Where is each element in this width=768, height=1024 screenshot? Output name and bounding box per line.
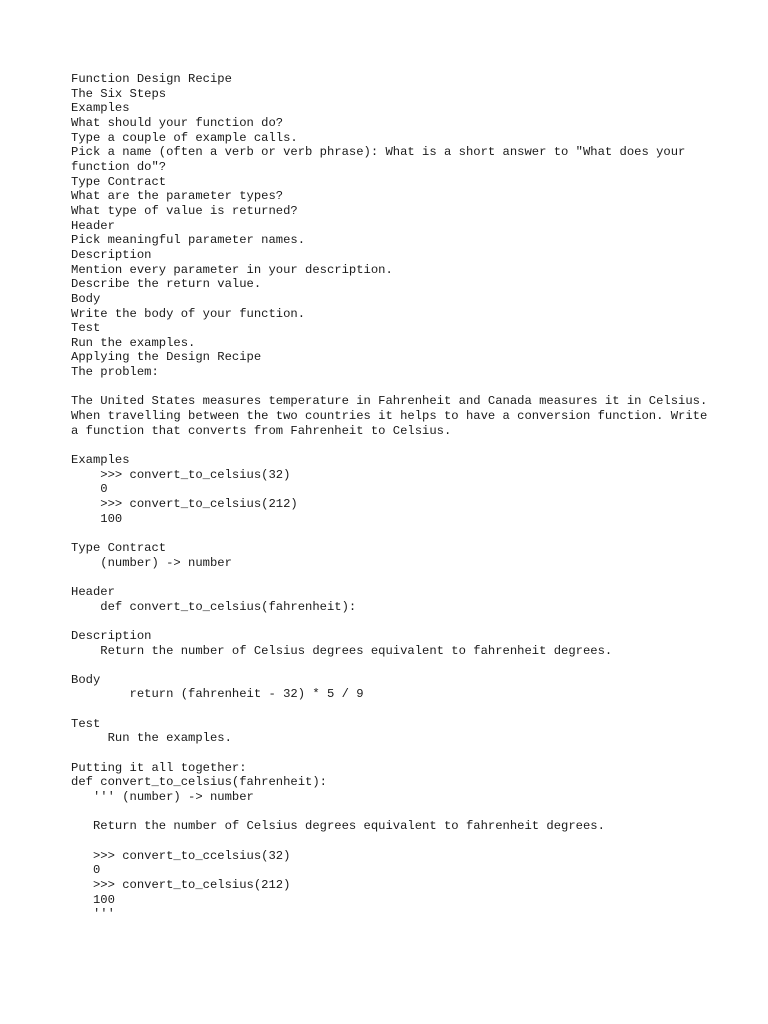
together-doc-call-2: >>> convert_to_celsius(212) [71, 877, 291, 892]
step-examples-heading: Examples [71, 101, 130, 116]
together-def-line: def convert_to_celsius(fahrenheit): [71, 775, 327, 790]
applying-description-heading: Description [71, 628, 152, 643]
document-subtitle: The Six Steps [71, 86, 167, 101]
problem-label: The problem: [71, 365, 159, 380]
step-examples-q2: Type a couple of example calls. [71, 130, 298, 145]
blank-line [71, 438, 711, 453]
example-result-1: 0 [71, 482, 108, 497]
applying-header-heading: Header [71, 584, 115, 599]
step-body-heading: Body [71, 291, 101, 306]
blank-line [71, 380, 711, 395]
applying-test-heading: Test [71, 716, 101, 731]
document-page [71, 72, 715, 922]
blank-line [71, 746, 711, 761]
together-heading: Putting it all together: [71, 760, 247, 775]
together-doc-open: ''' (number) -> number [71, 790, 254, 805]
together-doc-call-1: >>> convert_to_ccelsius(32) [71, 848, 291, 863]
together-doc-desc: Return the number of Celsius degrees equivalent to fahrenheit degrees. [71, 819, 605, 834]
step-contract-q1: What are the parameter types? [71, 189, 284, 204]
applying-contract-heading: Type Contract [71, 540, 167, 555]
step-header-q1: Pick meaningful parameter names. [71, 233, 306, 248]
applying-contract-text: (number) -> number [71, 555, 232, 570]
applying-header-text: def convert_to_celsius(fahrenheit): [71, 599, 357, 614]
document-title: Function Design Recipe [71, 72, 232, 86]
example-call-1: >>> convert_to_celsius(32) [71, 467, 291, 482]
example-call-2: >>> convert_to_celsius(212) [71, 497, 298, 511]
applying-body-text: return (fahrenheit - 32) * 5 / 9 [71, 687, 364, 702]
example-result-2: 100 [71, 511, 123, 526]
step-description-q1: Mention every parameter in your description. [71, 262, 393, 277]
together-doc-result-1: 0 [71, 863, 101, 878]
step-description-heading: Description [71, 247, 152, 262]
step-test-heading: Test [71, 321, 101, 336]
step-contract-heading: Type Contract [71, 174, 167, 189]
problem-text: The United States measures temperature in Fahrenheit and Canada measures it in Celsius. When travelling between the two countries it helps to have a conversion function. Write a function that converts from Fahrenheit to Celsius. [71, 394, 715, 438]
together-doc-result-2: 100 [71, 892, 115, 907]
applying-description-text: Return the number of Celsius degrees equivalent to fahrenheit degrees. [71, 643, 613, 658]
applying-heading: Applying the Design Recipe [71, 350, 262, 365]
blank-line [71, 526, 711, 541]
together-doc-close: ''' [71, 907, 115, 922]
blank-line [71, 702, 711, 717]
step-description-q2: Describe the return value. [71, 277, 262, 292]
step-examples-q1: What should your function do? [71, 115, 284, 130]
blank-line [71, 658, 711, 673]
step-header-heading: Header [71, 218, 115, 233]
step-body-q1: Write the body of your function. [71, 306, 306, 321]
applying-examples-heading: Examples [71, 453, 130, 468]
applying-body-heading: Body [71, 672, 101, 687]
step-contract-q2: What type of value is returned? [71, 203, 298, 218]
applying-test-text: Run the examples. [71, 731, 232, 746]
blank-line [71, 614, 711, 629]
blank-line [71, 805, 711, 820]
blank-line [71, 834, 711, 849]
step-examples-q3: Pick a name (often a verb or verb phrase): What is a short answer to "What does your function do"? [71, 145, 693, 174]
step-test-q1: Run the examples. [71, 335, 196, 350]
blank-line [71, 570, 711, 585]
